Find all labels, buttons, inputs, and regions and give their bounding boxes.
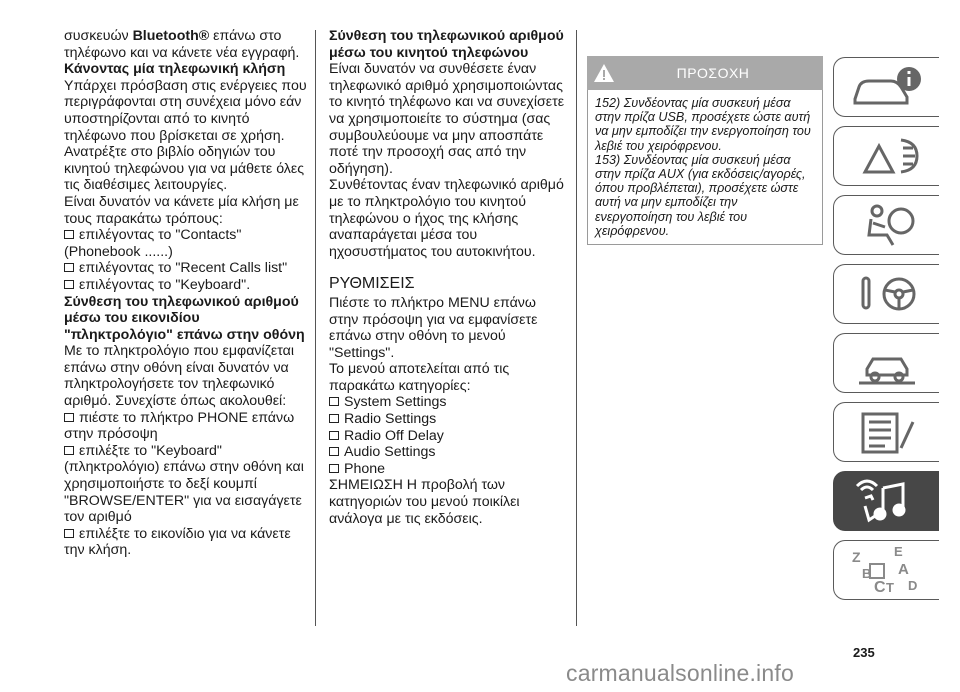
info-car-icon [847,63,927,111]
airbag-seat-icon [847,201,927,249]
warning-header [587,56,823,90]
list-item: Audio Settings [329,444,569,461]
paragraph: Είναι δυνατόν να κάνετε μία κλήση με τους παρακάτω τρόπους: [64,193,299,227]
car-jack-icon [847,339,927,387]
list-item: επιλέξτε το εικονίδιο για να κάνετε [64,526,308,543]
checkbox-bullet-icon [64,446,74,455]
tab-multimedia[interactable] [833,471,939,531]
checkbox-bullet-icon [329,447,339,456]
page-number: 235 [853,645,875,660]
multimedia-icon [847,476,927,526]
paragraph: (Phonebook ......) [64,243,173,260]
index-letter: D [907,578,917,593]
checkbox-bullet-icon [329,431,339,440]
tab-info-car[interactable] [833,57,939,117]
paragraph: Ανατρέξτε στο βιβλίο οδηγιών του κινητού τηλεφώνου για να μάθετε όλες τις διαθέσιμες λειτουργίες. [64,144,305,194]
list-item: System Settings [329,394,569,411]
paragraph: στην πρόσοψη [64,426,158,443]
tab-emergency[interactable] [833,333,939,393]
warning-triangle-icon [587,63,621,83]
tab-starting-driving[interactable] [833,264,939,324]
list-item: επιλέξτε το "Keyboard" [64,443,308,460]
warning-item: 152) Συνδέοντας μία συσκευή μέσα στην πρίζα USB, προσέχετε ώστε αυτή να μην εμποδίζει την ενεργοποίηση του λεβιέ του χειρόφρενου. [595,96,811,153]
list-item: επιλέγοντας το "Recent Calls list" [64,260,308,277]
list-item: Radio Settings [329,411,569,428]
paragraph: Συνθέτοντας έναν τηλεφωνικό αριθμό με το πληκτρολόγιο του κινητού τηλεφώνου ο ήχος της κλήσης αναπαράγεται μέσα του ηχοσυστήματος του αυτοκινήτου. [329,177,564,260]
index-letter: Z [851,549,861,565]
paragraph: Υπάρχει πρόσβαση στις ενέργειες που περιγράφονται στη συνέχεια μόνο εάν υποστηρίζονται από το κινητό τηλέφωνο που βρίσκεται σε χρήση. [64,77,307,144]
warning-body [587,90,823,245]
tab-warning-lights[interactable] [833,126,939,186]
tab-safety[interactable] [833,195,939,255]
list-item: επιλέγοντας το "Contacts" [64,227,308,244]
index-letters-icon [842,542,932,598]
paragraph: Πιέστε το πλήκτρο MENU επάνω στην πρόσοψη για να εμφανίσετε επάνω στην οθόνη το μενού "Settings". [329,294,538,361]
warning-item: 153) Συνδέοντας μία συσκευή μέσα στην πρίζα AUX (για εκδόσεις/αγορές, όπου προβλέπεται), προσέχετε ώστε αυτή να μην εμποδίζει την ενεργοποίηση του λεβιέ του χειρόφρενου. [595,152,806,238]
list-item: Radio Off Delay [329,428,569,445]
checkbox-bullet-icon [64,413,74,422]
checkbox-bullet-icon [329,397,339,406]
list-item: πιέστε το πλήκτρο PHONE επάνω [64,410,308,427]
paragraph: Είναι δυνατόν να συνθέσετε έναν τηλεφωνικό αριθμό χρησιμοποιώντας το κινητό τηλέφωνο και να συνεχίσετε να χρησιμοποιείτε το σύστημα (σας συμβουλεύουμε να μην αποσπάτε ποτέ την προσοχή σας από την οδήγηση). [329,61,565,177]
column-divider [315,30,316,626]
list-item: Phone [329,461,569,478]
index-letter: C [873,579,886,596]
index-letter: B [861,566,871,581]
section-heading: Κάνοντας μία τηλεφωνική κλήση [64,61,286,78]
index-letter: T [885,580,894,595]
list-item: επιλέγοντας το "Keyboard". [64,277,308,294]
paragraph: Το μενού αποτελείται από τις παρακάτω κατηγορίες: [329,361,510,394]
section-heading: Σύνθεση του τηλεφωνικού αριθμού μέσω του κινητού τηλεφώνου [329,28,564,61]
paragraph: την κλήση. [64,542,132,559]
warning-light-icon [847,132,927,180]
paragraph: ΣΗΜΕΙΩΣΗ Η προβολή των κατηγοριών του μενού ποικίλει ανάλογα με τις εκδόσεις. [329,477,520,527]
checkbox-bullet-icon [64,263,74,272]
checkbox-bullet-icon [329,464,339,473]
warning-box [587,56,823,245]
checkbox-bullet-icon [64,280,74,289]
column-middle [329,28,569,527]
column-divider [576,30,577,626]
key-steering-icon [847,270,927,318]
tab-maintenance[interactable] [833,402,939,462]
checkbox-bullet-icon [329,414,339,423]
bluetooth-term: Bluetooth® [132,28,210,44]
column-left [64,28,308,559]
footer-watermark: carmanualsonline.info [566,660,794,686]
tab-index[interactable] [833,540,939,600]
section-heading: Σύνθεση του τηλεφωνικού αριθμού μέσω του εικονιδίου "πληκτρολόγιο" επάνω στην οθόνη [64,293,305,343]
checkbox-bullet-icon [64,529,74,538]
paragraph: (πληκτρολόγιο) επάνω στην οθόνη και χρησιμοποιήστε το δεξί κουμπί "BROWSE/ENTER" για να εισαγάγετε τον αριθμό [64,459,304,526]
section-title: ΡΥΘΜΙΣΕΙΣ [329,275,415,293]
maintenance-checklist-icon [847,408,927,456]
paragraph: Με το πληκτρολόγιο που εμφανίζεται επάνω στην οθόνη είναι δυνατόν να πληκτρολογήσετε τον τηλεφωνικό αριθμό. Συνεχίστε όπως ακολουθεί: [64,343,294,410]
checkbox-bullet-icon [64,230,74,239]
warning-title: ΠΡΟΣΟΧΗ [676,65,750,81]
index-letter: E [893,544,903,559]
paragraph: τηλέφωνο και να κάνετε νέα εγγραφή. [64,44,300,61]
index-letter: A [897,561,909,578]
paragraph: συσκευών Bluetooth® επάνω στο [64,28,282,44]
